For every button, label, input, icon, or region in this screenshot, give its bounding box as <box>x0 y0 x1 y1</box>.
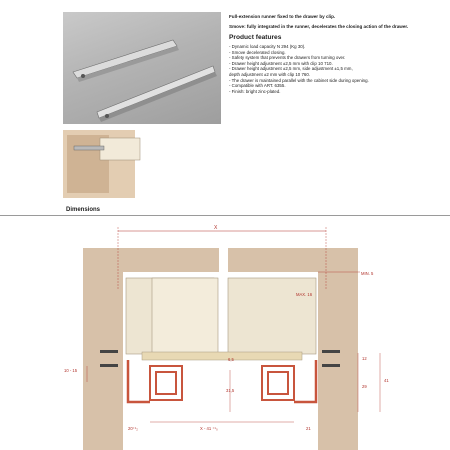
dim-65-label: 6,5 <box>228 357 234 362</box>
drawer-right-board <box>228 278 316 354</box>
dim-12-label: 12 <box>362 356 367 361</box>
feature-item: - Finish: bright zinc-plated. <box>229 88 281 94</box>
drawer-bottom <box>142 352 302 360</box>
feature-item: - Compatible with ART. 6355. <box>229 83 286 89</box>
intro-line-2: Smove: fully integrated in the runner, decelerates the closing action of the drawer. <box>229 24 409 29</box>
feature-item: - Drawer height adjustment ±2,5 mm, side adjustment ±1,5 mm, <box>229 66 353 72</box>
screw-right-bottom <box>322 364 340 367</box>
dim-41-label: 41 <box>384 378 389 383</box>
feature-item: - Smove decelerated closing. <box>229 49 286 55</box>
dim-21-label: 21 <box>306 426 311 431</box>
screw-left-top <box>100 350 118 353</box>
top-panel-left <box>83 248 219 272</box>
screw-left-bottom <box>100 364 118 367</box>
dim-29-label: 29 <box>362 384 367 389</box>
feature-item: - Drawer height adjustment ±2,5 mm with clip 10 710. <box>229 60 333 66</box>
feature-item: - Safety system that prevents the drawers from turning over. <box>229 55 346 61</box>
side-panel-left <box>83 272 123 450</box>
dim-x41-label: X - 41 ⁺¹₀ <box>200 426 218 431</box>
screw-right-top <box>322 350 340 353</box>
feature-item: - The drawer is maintained parallel with the cabinet side during opening. <box>229 77 369 83</box>
dim-min5-label: MIN. 5 <box>361 271 374 276</box>
drawer-left-front <box>152 278 218 354</box>
feature-item: depth adjustment ±2 mm with clip 10 760. <box>229 71 310 77</box>
top-panel-right <box>228 248 358 272</box>
runner-left-profile <box>150 366 182 400</box>
intro-line-1: Full-extension runner fixed to the drawer by clip. <box>229 14 336 19</box>
runner-left-bracket <box>128 360 150 402</box>
dim-x-label: X <box>214 225 218 231</box>
runner-right-bracket <box>294 360 316 402</box>
features-heading: Product features <box>229 34 282 41</box>
dimensions-heading: Dimensions <box>66 207 101 213</box>
feature-item: - Dynamic load capacity N 294 (Kg 30). <box>229 44 306 49</box>
dim-20-label: 20⁺¹₂ <box>128 426 138 431</box>
dim-max16-label: MAX. 16 <box>296 292 313 297</box>
runner-right-profile <box>262 366 294 400</box>
side-panel-right <box>318 272 358 450</box>
dim-315-label: 31,5 <box>226 388 235 393</box>
dim-1015-label: 10 - 15 <box>64 368 78 373</box>
